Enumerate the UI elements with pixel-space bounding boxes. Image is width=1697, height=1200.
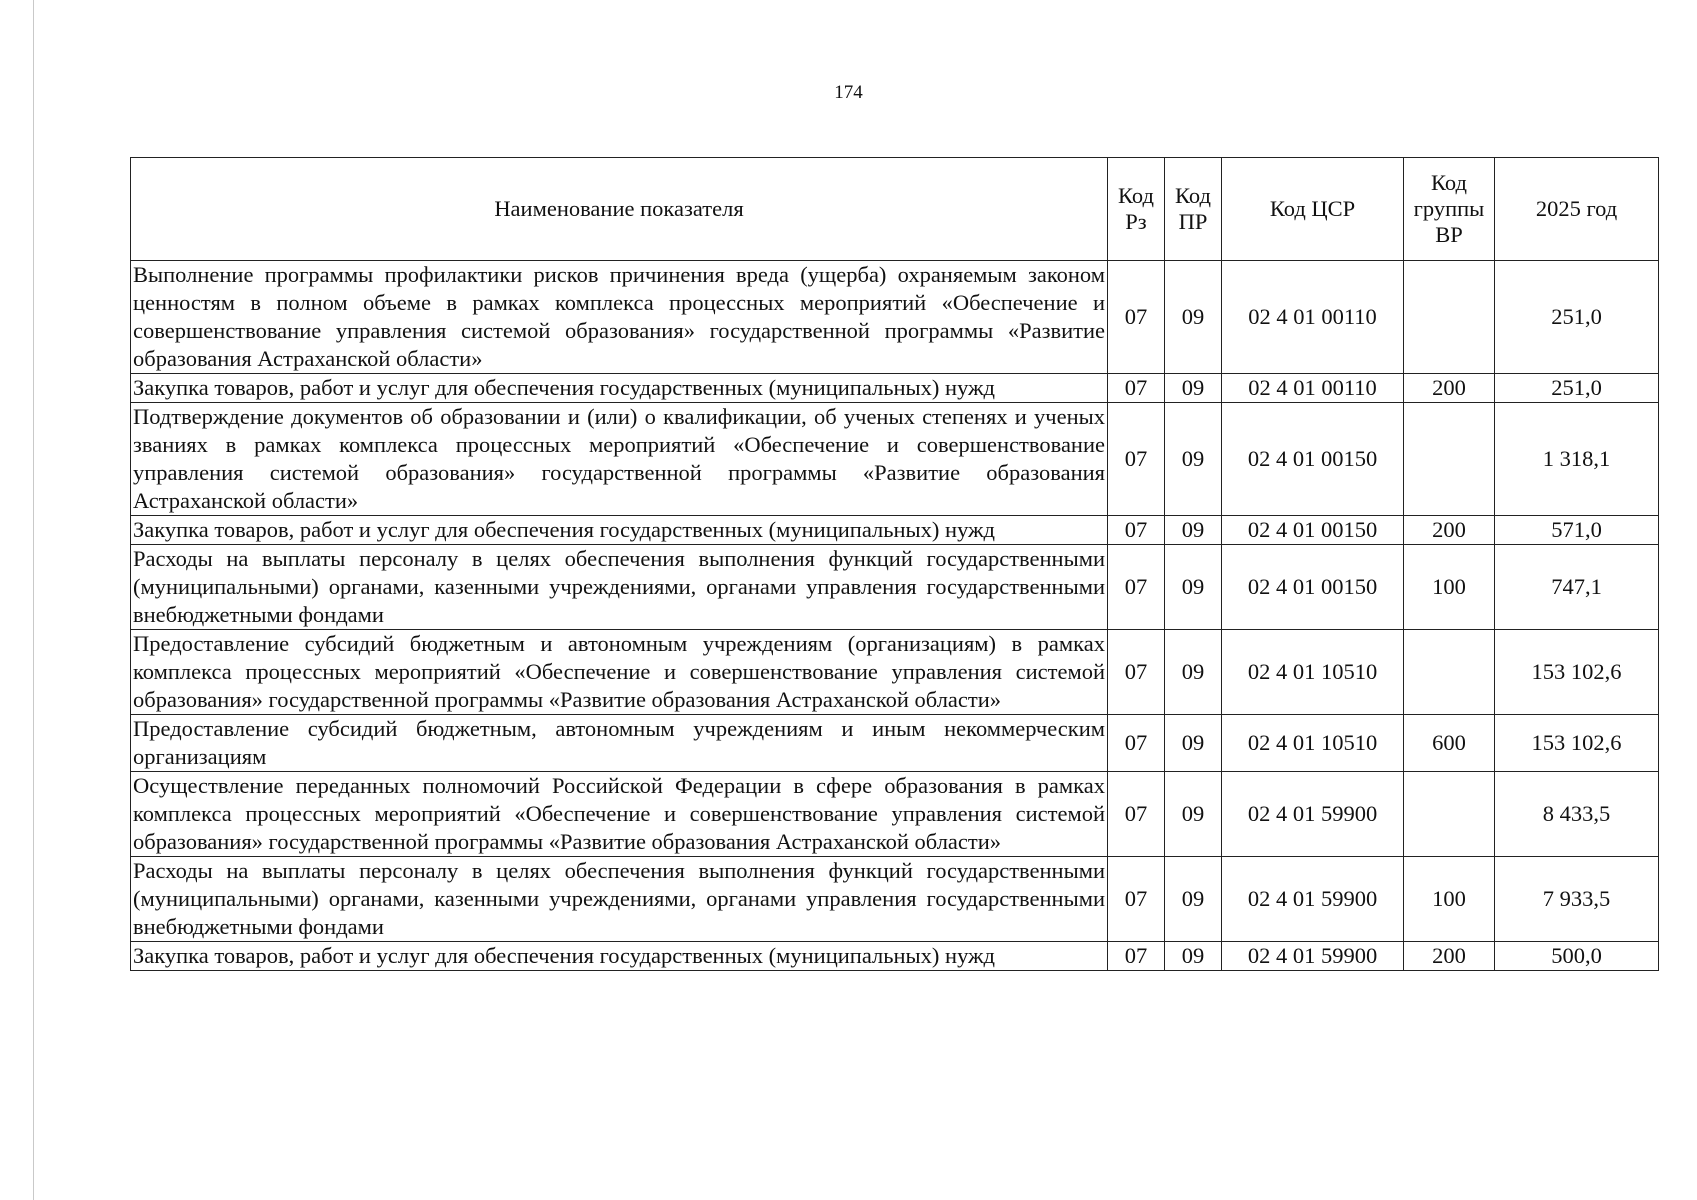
table-row: [131, 857, 1659, 942]
table-row: [131, 545, 1659, 630]
code-vr: [1404, 261, 1495, 374]
code-rz: 07: [1108, 403, 1165, 516]
indicator-name: Закупка товаров, работ и услуг для обеспечения государственных (муниципальных) нужд: [131, 942, 1108, 971]
amount-2025: 571,0: [1495, 516, 1659, 545]
code-csr: 02 4 01 00150: [1222, 403, 1404, 516]
code-csr: 02 4 01 10510: [1222, 715, 1404, 772]
header-row: [131, 158, 1659, 261]
table-row: [131, 403, 1659, 516]
code-rz: 07: [1108, 772, 1165, 857]
amount-2025: 1 318,1: [1495, 403, 1659, 516]
code-rz: 07: [1108, 942, 1165, 971]
page-number: 174: [834, 82, 863, 103]
code-vr: [1404, 772, 1495, 857]
code-rz: 07: [1108, 715, 1165, 772]
indicator-name: Подтверждение документов об образовании и (или) о квалификации, об ученых степенях и ученых званиях в рамках комплекса процессных мероприятий «Обеспечение и совершенствование управления системой образования» государственной программы «Развитие образования Астраханской области»: [131, 403, 1108, 516]
code-pr: 09: [1165, 374, 1222, 403]
code-csr: 02 4 01 10510: [1222, 630, 1404, 715]
table-body: [131, 261, 1659, 971]
code-pr: 09: [1165, 630, 1222, 715]
code-vr: [1404, 403, 1495, 516]
code-vr: [1404, 630, 1495, 715]
budget-table: [130, 157, 1659, 971]
table-row: [131, 630, 1659, 715]
header-csr: Код ЦСР: [1222, 158, 1404, 261]
header-year: 2025 год: [1495, 158, 1659, 261]
header-rz: Код Рз: [1108, 158, 1165, 261]
code-vr: 600: [1404, 715, 1495, 772]
header-vr: Код группы ВР: [1404, 158, 1495, 261]
table-row: [131, 516, 1659, 545]
indicator-name: Расходы на выплаты персоналу в целях обеспечения выполнения функций государственными (муниципальными) органами, казенными учреждениями, органами управления государственными внебюджетными фондами: [131, 545, 1108, 630]
code-rz: 07: [1108, 374, 1165, 403]
amount-2025: 747,1: [1495, 545, 1659, 630]
code-rz: 07: [1108, 857, 1165, 942]
code-csr: 02 4 01 59900: [1222, 942, 1404, 971]
code-pr: 09: [1165, 403, 1222, 516]
code-vr: 200: [1404, 516, 1495, 545]
code-rz: 07: [1108, 516, 1165, 545]
code-csr: 02 4 01 00110: [1222, 261, 1404, 374]
table-row: [131, 942, 1659, 971]
table-header: [131, 158, 1659, 261]
code-pr: 09: [1165, 261, 1222, 374]
indicator-name: Закупка товаров, работ и услуг для обеспечения государственных (муниципальных) нужд: [131, 374, 1108, 403]
amount-2025: 251,0: [1495, 261, 1659, 374]
amount-2025: 500,0: [1495, 942, 1659, 971]
amount-2025: 8 433,5: [1495, 772, 1659, 857]
amount-2025: 251,0: [1495, 374, 1659, 403]
indicator-name: Выполнение программы профилактики рисков причинения вреда (ущерба) охраняемым законом ценностям в полном объеме в рамках комплекса процессных мероприятий «Обеспечение и совершенствование управления системой образования» государственной программы «Развитие образования Астраханской области»: [131, 261, 1108, 374]
amount-2025: 153 102,6: [1495, 715, 1659, 772]
table-row: [131, 772, 1659, 857]
indicator-name: Расходы на выплаты персоналу в целях обеспечения выполнения функций государственными (муниципальными) органами, казенными учреждениями, органами управления государственными внебюджетными фондами: [131, 857, 1108, 942]
code-vr: 100: [1404, 857, 1495, 942]
amount-2025: 153 102,6: [1495, 630, 1659, 715]
code-rz: 07: [1108, 545, 1165, 630]
header-pr: Код ПР: [1165, 158, 1222, 261]
code-pr: 09: [1165, 857, 1222, 942]
indicator-name: Осуществление переданных полномочий Российской Федерации в сфере образования в рамках комплекса процессных мероприятий «Обеспечение и совершенствование управления системой образования» государственной программы «Развитие образования Астраханской области»: [131, 772, 1108, 857]
code-rz: 07: [1108, 630, 1165, 715]
indicator-name: Предоставление субсидий бюджетным, автономным учреждениям и иным некоммерческим организациям: [131, 715, 1108, 772]
code-csr: 02 4 01 59900: [1222, 857, 1404, 942]
code-csr: 02 4 01 00110: [1222, 374, 1404, 403]
header-name: Наименование показателя: [131, 158, 1108, 261]
code-pr: 09: [1165, 772, 1222, 857]
table-row: [131, 261, 1659, 374]
code-pr: 09: [1165, 545, 1222, 630]
code-pr: 09: [1165, 516, 1222, 545]
table-row: [131, 715, 1659, 772]
amount-2025: 7 933,5: [1495, 857, 1659, 942]
code-pr: 09: [1165, 942, 1222, 971]
indicator-name: Предоставление субсидий бюджетным и автономным учреждениям (организациям) в рамках комплекса процессных мероприятий «Обеспечение и совершенствование управления системой образования» государственной программы «Развитие образования Астраханской области»: [131, 630, 1108, 715]
code-csr: 02 4 01 00150: [1222, 545, 1404, 630]
code-pr: 09: [1165, 715, 1222, 772]
code-vr: 200: [1404, 942, 1495, 971]
code-csr: 02 4 01 59900: [1222, 772, 1404, 857]
code-vr: 100: [1404, 545, 1495, 630]
code-vr: 200: [1404, 374, 1495, 403]
code-rz: 07: [1108, 261, 1165, 374]
code-csr: 02 4 01 00150: [1222, 516, 1404, 545]
table-row: [131, 374, 1659, 403]
indicator-name: Закупка товаров, работ и услуг для обеспечения государственных (муниципальных) нужд: [131, 516, 1108, 545]
left-margin-line: [33, 0, 34, 1200]
